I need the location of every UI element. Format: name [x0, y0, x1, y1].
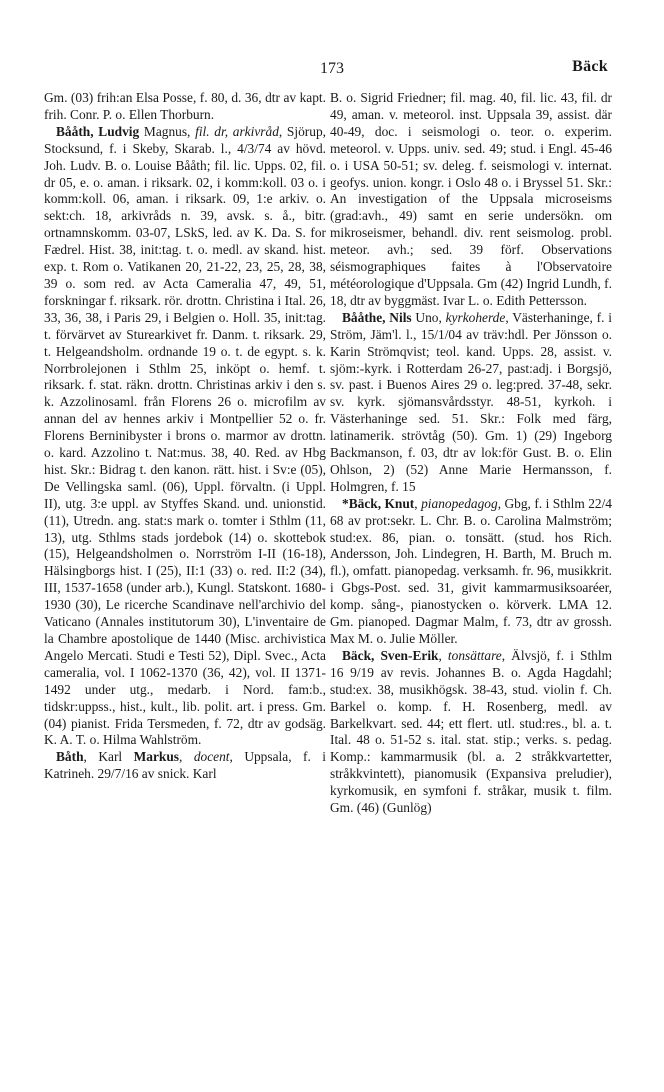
entry-baath-ludvig	[44, 124, 326, 750]
entry-headword-given: Markus	[133, 749, 179, 765]
entry-text: , Gbg, f. i Sthlm 22/4 68 av prot:sekr. L. Chr. B. o. Carolina Malmström; stud:ex. 86, pian. o. tonsätt. (stud. hos Rich. Andersson, Joh. Lindegren, H. Barth, M. Bruch m. fl.), omfatt. pianopedag. verksamh. fr. 96, musikkrit. i Gbgs-Post. sed. 31, givit kammarmusiksoaréer, komp. sång-, pianostycken o. körverk. LMA 12. Gm. pianoped. Dagmar Malm, f. 73, dtr av grossh. Max M. o. Julie Möller.	[330, 495, 612, 646]
entry-headword: Båth	[56, 749, 84, 765]
entry-back-sven-erik	[330, 648, 612, 817]
left-column	[44, 90, 326, 783]
entry-bath-karl-markus	[44, 749, 326, 783]
entry-headword: Bäck, Sven-Erik	[342, 647, 439, 663]
entry-text: , Uppsala, f. i Katrineh. 29/7/16 av snick. Karl	[44, 749, 326, 782]
entry-given-name: Magnus,	[139, 123, 196, 139]
entry-text: , Västerhaninge, f. i Ström, Jäm'l. l., 15/1/04 av träv:hdl. Per Jönsson o. Karin Strömqvist; teol. kand. Upps. 28, assist. v. sjöm:-kyrk. i Rotterdam 26-27, past:adj. i Borgsjö, sv. past. i Buenos Aires 29 o. leg:pred. 37-48, sekr. sv. kyrk. sjömansvårdsstyr. 48-51, kyrkoh. i Västerhaninge sed. 51. Skr.: Folk med färg, latinamerik. strövtåg (50). Gm. 1) (29) Ingeborg Backmanson, f. 03, dtr av lok:för Gust. B. o. Elin Ohlson, 2) (52) Anne Marie Hermansson, f. Holmgren, f. 15	[330, 309, 612, 494]
entry-baathe-nils	[330, 310, 612, 496]
entry-separator: ,	[179, 749, 194, 765]
entry-back-knut	[330, 496, 612, 648]
running-head: Bäck	[572, 58, 608, 75]
entry-occupation: tonsättare	[447, 647, 502, 663]
entry-text: , Sjörup, Stocksund, f. i Skeby, Skarab. l., 4/3/74 av hövd. Joh. Ludv. B. o. Louise Bååth; fil. lic. Upps. 02, fil. dr 05, e. o. aman. i riksark. 02, i komm:koll. 03 o. i komm:koll. 06, aman. i riksark. 09, 1:e arkiv. o. sekt:ch. 18, arkivråds n. 39, avsk. s. å., bitr. ortnamnskomm. 03-07, LSkS, led. av K. Da. S. for Fædrel. Hist. 38, init:tag. t. o. medl. av skand. hist. exp. t. Rom o. Vatikanen 20, 21-22, 23, 25, 28, 38, 39 o. som red. av Acta Cameralia 47, 49, 51, forskningar f. riksark. rör. drottn. Christina i Ital. 26, 33, 36, 38, i Paris 29, i Belgien o. Holl. 35, init:tag. t. förvärvet av Sturearkivet fr. Danm. t. riksark. 29, t. Helgeandsholm. ordnande 19 o. t. de egypt. s. k. Norrbrolejonen i Sthlm 25, inköpt o. hemf. t. riksark. f. stat. räkn. drottn. Christinas arkiv i den s. k. Azzolinosaml. från Florens 26 o. microfilm av annan del av hennes arkiv i Montpellier 52 o. fr. Florens Berninibyster i brons o. marmor av drottn. o. kard. Azzolino t. Nat:mus. 38, 40. Red. av Hbg hist. Skr.: Bidrag t. den kanon. rätt. hist. i Sv:e (05), De Vellingska saml. (06), Uppl. förvaltn. (i Uppl. II), utg. 3:e uppl. av Styffes Skand. und. unionstid. (11), Utredn. ang. stat:s mark o. tomter i Sthlm (11, 13), utg. Sthlms stads jordebok (14) o. skottebok (15), Helgeandsholmen o. Norrström I-II (16-18), Hälsingborgs hist. I (25), II:1 (33) o. red. II:2 (34), III, 1537-1658 (under arb.), Kungl. Statskont. 1680-1930 (30), Le ricerche Scandinave nell'archivio del Vaticano (Annales institutorum 30), L'inventaire de la Chambre apostolique de 1440 (Misc. archivistica Angelo Mercati. Studi e Testi 52), Dipl. Svec., Acta cameralia, vol. I 1062-1370 (36, 42), vol. II 1371-1492 under utg., medarb. i Nord. fam:b., tidskr:uppss., hist., kult., lib. polit. art. i press. Gm. (04) pianist. Frida Tersmeden, f. 72, dtr av godsäg. K. A. T. o. Hilma Wahlström.	[44, 123, 326, 748]
page-number: 173	[320, 60, 344, 77]
entry-occupation: docent	[193, 749, 230, 765]
entry-given-name: ,	[438, 647, 448, 663]
entry-occupation: kyrkoherde	[445, 309, 506, 325]
entry-occupation: fil. dr, arkivråd	[195, 123, 279, 139]
entry-occupation: pianopedagog	[421, 495, 498, 511]
entry-given-name: , Karl	[83, 749, 134, 765]
right-column	[330, 90, 612, 817]
entry-continuation	[330, 90, 612, 310]
entry-text: B. o. Sigrid Friedner; fil. mag. 40, fil. lic. 43, fil. dr 49, aman. v. meteorol. inst. Uppsala 39, assist. där 40-49, doc. i seismologi o. teor. o. experim. meteorol. v. Upps. univ. sed. 49; stud. i Engl. 45-46 o. i USA 50-51; sv. deleg. f. seismologi v. internat. geofys. union. kongr. i Oslo 48 o. i Bryssel 51. Skr.: An investigation of the Uppsala microseisms (grad:avh., 49) samt en serie undersökn. om mikroseismer, behandl. div. rent seismolog. probl. meteor. avh.; sed. 39 förf. Observations séismographiques faites à l'Observatoire météorologique d'Uppsala. Gm (42) Ingrid Lundh, f. 18, dtr av byggmäst. Ivar L. o. Edith Pettersson.	[330, 90, 612, 308]
entry-text: , Älvsjö, f. i Sthlm 16 9/19 av revis. Johannes B. o. Agda Hagdahl; stud:ex. 38, musikhögsk. 38-43, stud. violin f. Ch. Barkel o. komp. f. H. Rosenberg, medl. av Barkelkvart. sed. 44; ett flert. utl. stud:res., bl. a. t. Ital. 48 o. 51-52 s. ital. stat. stip.; verks. s. pedag. Komp.: kammarmusik (bl. a. 2 stråkkvartetter, stråkkvintett), pianomusik (Expansiva preludier), kyrkomusik, en symfoni f. stråkar, musik t. film. Gm. (46) (Gunlög)	[330, 647, 612, 816]
entry-text: Gm. (03) frih:an Elsa Posse, f. 80, d. 36, dtr av kapt. frih. Conr. P. o. Ellen Thorburn.	[44, 90, 326, 122]
entry-headword: *Bäck, Knut	[342, 495, 415, 511]
entry-given-name: ,	[414, 495, 422, 511]
entry-headword: Bååthe, Nils	[342, 309, 412, 325]
entry-continuation	[44, 90, 326, 124]
entry-given-name: Uno,	[411, 309, 446, 325]
entry-headword: Bååth, Ludvig	[56, 123, 140, 139]
